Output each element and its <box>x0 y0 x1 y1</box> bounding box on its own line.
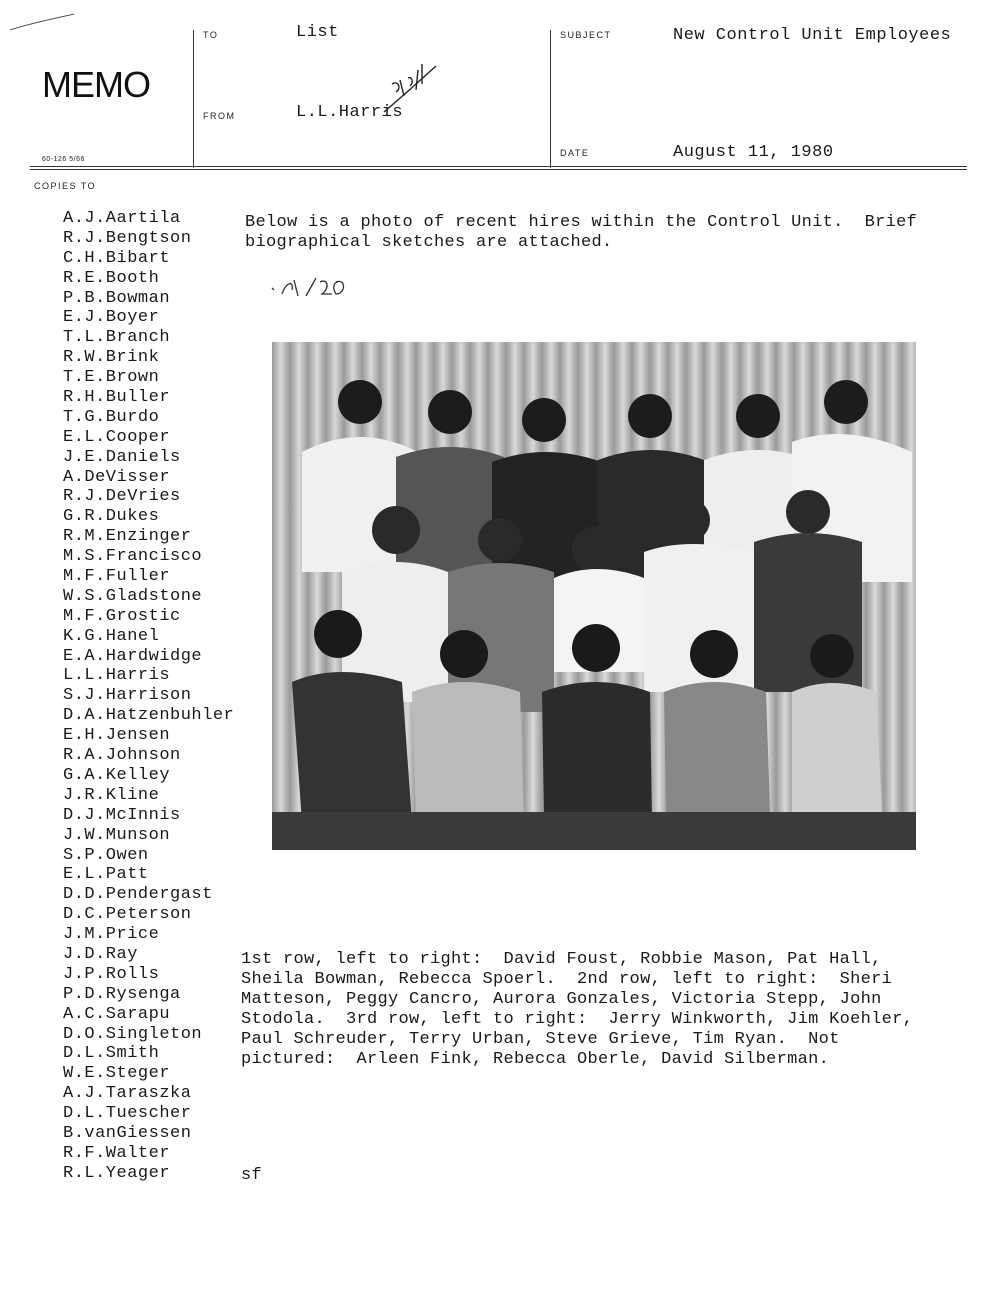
copies-list-item: J.P.Rolls <box>63 964 160 984</box>
intro-line-1: Below is a photo of recent hires within the Control Unit. Brief <box>245 213 918 232</box>
caption-line-6: pictured: Arleen Fink, Rebecca Oberle, David Silberman. <box>241 1050 830 1069</box>
copies-list-item: E.J.Boyer <box>63 308 160 328</box>
typist-initials: sf <box>241 1166 263 1185</box>
to-label: TO <box>203 30 219 40</box>
copies-list-item: M.F.Grostic <box>63 606 181 626</box>
group-photo <box>272 342 916 850</box>
copies-list-item: D.L.Tuescher <box>63 1104 192 1124</box>
header-rule-top <box>30 166 967 167</box>
copies-list-item: E.L.Cooper <box>63 427 171 447</box>
copies-list-item: J.D.Ray <box>63 944 138 964</box>
copies-list-item: R.A.Johnson <box>63 746 181 766</box>
copies-list-item: J.W.Munson <box>63 825 171 845</box>
caption-line-5: Paul Schreuder, Terry Urban, Steve Grieve, Tim Ryan. Not <box>241 1030 840 1049</box>
pen-mark <box>8 8 78 38</box>
copies-list-item: M.F.Fuller <box>63 567 171 587</box>
copies-list-item: D.D.Pendergast <box>63 885 213 905</box>
copies-list-item: P.B.Bowman <box>63 288 171 308</box>
copies-list-item: S.J.Harrison <box>63 686 192 706</box>
header-rule-bottom <box>30 169 967 170</box>
copies-list-item: L.L.Harris <box>63 666 171 686</box>
copies-list-item: J.E.Daniels <box>63 447 181 467</box>
copies-label: COPIES TO <box>34 181 97 191</box>
handwritten-note <box>268 274 358 300</box>
copies-list-item: A.J.Aartila <box>63 209 181 228</box>
copies-list-item: W.S.Gladstone <box>63 586 203 606</box>
copies-list-item: D.O.Singleton <box>63 1024 203 1044</box>
copies-list <box>63 209 234 1184</box>
header-divider-right <box>550 30 551 168</box>
date-value: August 11, 1980 <box>673 143 834 162</box>
copies-list-item: T.E.Brown <box>63 368 160 388</box>
copies-list-item: P.D.Rysenga <box>63 984 181 1004</box>
copies-list-item: E.A.Hardwidge <box>63 646 203 666</box>
caption-line-2: Sheila Bowman, Rebecca Spoerl. 2nd row, left to right: Sheri <box>241 970 893 989</box>
date-label: DATE <box>560 148 590 158</box>
copies-list-item: R.F.Walter <box>63 1143 171 1163</box>
copies-list-item: T.L.Branch <box>63 328 171 348</box>
copies-list-item: B.vanGiessen <box>63 1123 192 1143</box>
copies-list-item: W.E.Steger <box>63 1064 171 1084</box>
copies-list-item: A.C.Sarapu <box>63 1004 171 1024</box>
header-divider-left <box>193 30 194 168</box>
copies-list-item: R.L.Yeager <box>63 1163 171 1183</box>
copies-list-item: D.J.McInnis <box>63 805 181 825</box>
copies-list-item: D.L.Smith <box>63 1044 160 1064</box>
copies-list-item: C.H.Bibart <box>63 248 171 268</box>
caption-line-4: Stodola. 3rd row, left to right: Jerry Winkworth, Jim Koehler, <box>241 1010 914 1029</box>
handwritten-initials <box>378 50 448 120</box>
copies-list-item: A.J.Taraszka <box>63 1084 192 1104</box>
copies-list-item: R.W.Brink <box>63 348 160 368</box>
copies-list-item: A.DeVisser <box>63 467 171 487</box>
caption-line-1: 1st row, left to right: David Foust, Robbie Mason, Pat Hall, <box>241 950 882 969</box>
caption-line-3: Matteson, Peggy Cancro, Aurora Gonzales, Victoria Stepp, John <box>241 990 882 1009</box>
copies-list-item: E.H.Jensen <box>63 726 171 746</box>
copies-list-item: E.L.Patt <box>63 865 149 885</box>
from-value: L.L.Harris <box>296 103 404 122</box>
copies-list-item: R.H.Buller <box>63 388 171 408</box>
copies-list-item: J.R.Kline <box>63 785 160 805</box>
copies-list-item: R.E.Booth <box>63 268 160 288</box>
intro-line-2: biographical sketches are attached. <box>245 233 613 252</box>
copies-list-item: M.S.Francisco <box>63 547 203 567</box>
subject-label: SUBJECT <box>560 30 612 40</box>
copies-list-item: D.A.Hatzenbuhler <box>63 706 235 726</box>
memo-title: MEMO <box>42 64 150 105</box>
form-number: 60-126 5/66 <box>42 156 85 163</box>
copies-list-item: T.G.Burdo <box>63 407 160 427</box>
copies-list-item: R.J.Bengtson <box>63 228 192 248</box>
copies-list-item: K.G.Hanel <box>63 626 160 646</box>
subject-value: New Control Unit Employees <box>673 26 952 45</box>
copies-list-item: J.M.Price <box>63 925 160 945</box>
copies-list-item: S.P.Owen <box>63 845 149 865</box>
copies-list-item: R.M.Enzinger <box>63 527 192 547</box>
from-label: FROM <box>203 111 236 121</box>
copies-list-item: R.J.DeVries <box>63 487 181 507</box>
copies-list-item: D.C.Peterson <box>63 905 192 925</box>
copies-list-item: G.A.Kelley <box>63 765 171 785</box>
to-value: List <box>296 23 339 42</box>
copies-list-item: G.R.Dukes <box>63 507 160 527</box>
